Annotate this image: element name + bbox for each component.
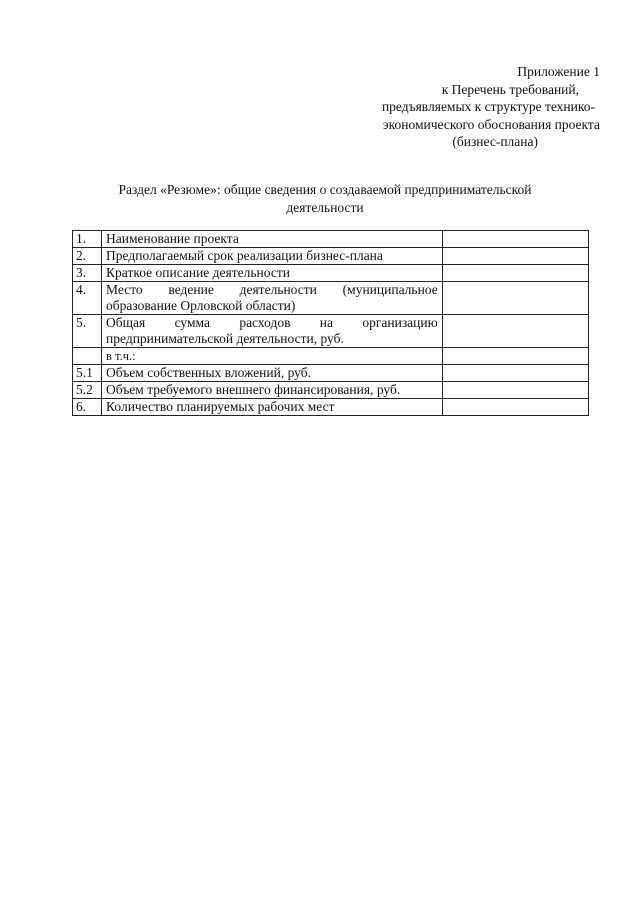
row-label: Предполагаемый срок реализации бизнес-плана (102, 248, 443, 265)
row-label: Объем требуемого внешнего финансирования, руб. (102, 382, 443, 399)
row-number: 5.2 (73, 382, 102, 399)
row-number: 3. (73, 265, 102, 282)
table-row (73, 265, 589, 282)
row-number: 5.1 (73, 365, 102, 382)
table-row (73, 248, 589, 265)
appendix-header (300, 63, 600, 151)
row-label: Наименование проекта (102, 231, 443, 248)
row-value-cell[interactable] (442, 315, 588, 348)
table-row (73, 365, 589, 382)
appendix-line: предъявляемых к структуре технико- (381, 99, 595, 114)
row-value-cell[interactable] (442, 399, 588, 416)
table-row (73, 348, 589, 365)
row-value-cell[interactable] (442, 248, 588, 265)
row-label: Количество планируемых рабочих мест (102, 399, 443, 416)
section-title: Раздел «Резюме»: общие сведения о создаваемой предпринимательской деятельности (118, 182, 532, 215)
row-label: Общая сумма расходов на организацию предпринимательской деятельности, руб. (102, 315, 443, 348)
table-row (73, 382, 589, 399)
row-number: 5. (73, 315, 102, 348)
row-number: 6. (73, 399, 102, 416)
row-value-cell[interactable] (442, 382, 588, 399)
appendix-title: Приложение 1 (517, 64, 600, 79)
row-label: в т.ч.: (102, 348, 443, 365)
appendix-line: экономического обоснования проекта (382, 116, 600, 132)
resume-table (72, 230, 589, 416)
table-row (73, 282, 589, 315)
row-value-cell[interactable] (442, 365, 588, 382)
appendix-line: к Перечень требований, (441, 81, 579, 97)
row-label: Место ведение деятельности (муниципальное образование Орловской области) (102, 282, 443, 315)
row-number (73, 348, 102, 365)
row-value-cell[interactable] (442, 231, 588, 248)
row-number: 2. (73, 248, 102, 265)
row-number: 4. (73, 282, 102, 315)
row-value-cell[interactable] (442, 282, 588, 315)
row-label: Краткое описание деятельности (102, 265, 443, 282)
table-row (73, 315, 589, 348)
appendix-line: (бизнес-плана) (452, 134, 538, 149)
table-row (73, 231, 589, 248)
row-number: 1. (73, 231, 102, 248)
row-label: Объем собственных вложений, руб. (102, 365, 443, 382)
table-row (73, 399, 589, 416)
row-value-cell[interactable] (442, 265, 588, 282)
row-value-cell[interactable] (442, 348, 588, 365)
